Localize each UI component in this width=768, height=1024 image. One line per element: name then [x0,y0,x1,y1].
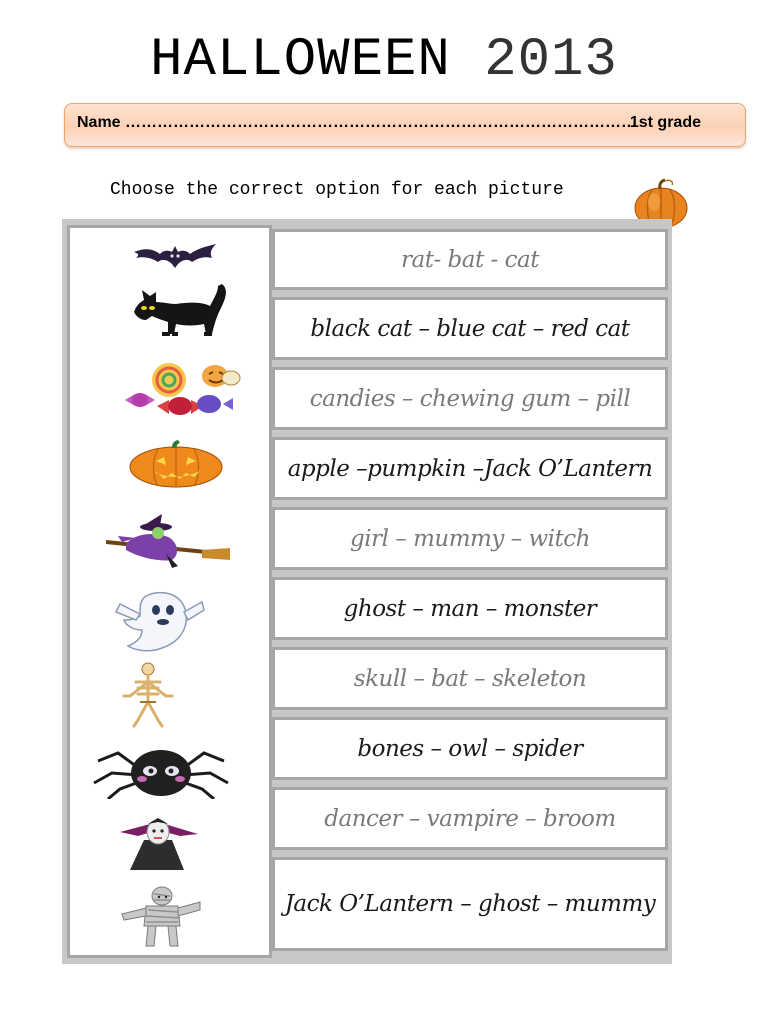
option-text-3: candies – chewing gum – pill [309,385,631,412]
black-cat-icon [132,280,232,342]
name-field[interactable]: Name …………………………………………………………………………………… [77,114,638,131]
option-box-5[interactable] [272,507,668,570]
option-box-9[interactable] [272,787,668,850]
bat-icon [132,242,218,270]
option-text-7: skull – bat – skeleton [353,665,587,692]
spider-icon [90,743,232,799]
worksheet-table [62,219,672,964]
witch-icon [106,514,232,570]
instruction-text: Choose the correct option for each picture [110,180,564,200]
option-text-1: rat- bat - cat [401,246,539,273]
option-box-1[interactable] [272,229,668,290]
option-text-9: dancer – vampire – broom [324,805,616,832]
grade-label: 1st grade [629,114,701,131]
option-box-2[interactable] [272,297,668,360]
mummy-icon [116,886,202,948]
option-box-3[interactable] [272,367,668,430]
option-text-2: black cat – blue cat – red cat [310,315,630,342]
jack-o-lantern-icon [128,439,224,489]
name-bar [64,103,746,147]
vampire-icon [114,812,204,872]
page-title [0,30,768,91]
ghost-icon [112,590,210,654]
title-text: HALLOWEEN [150,30,451,91]
option-text-6: ghost – man – monster [343,595,597,622]
picture-column [67,225,272,958]
option-box-6[interactable] [272,577,668,640]
title-year: 2013 [484,30,618,91]
option-text-5: girl – mummy – witch [350,525,590,552]
option-text-8: bones – owl – spider [357,735,583,762]
option-box-8[interactable] [272,717,668,780]
option-box-10[interactable] [272,857,668,951]
option-text-10: Jack O’Lantern – ghost – mummy [284,891,656,917]
option-box-7[interactable] [272,647,668,710]
option-text-4: apple –pumpkin –Jack O’Lantern [287,455,653,482]
candies-icon [125,360,247,418]
option-box-4[interactable] [272,437,668,500]
skeleton-icon [120,662,176,728]
